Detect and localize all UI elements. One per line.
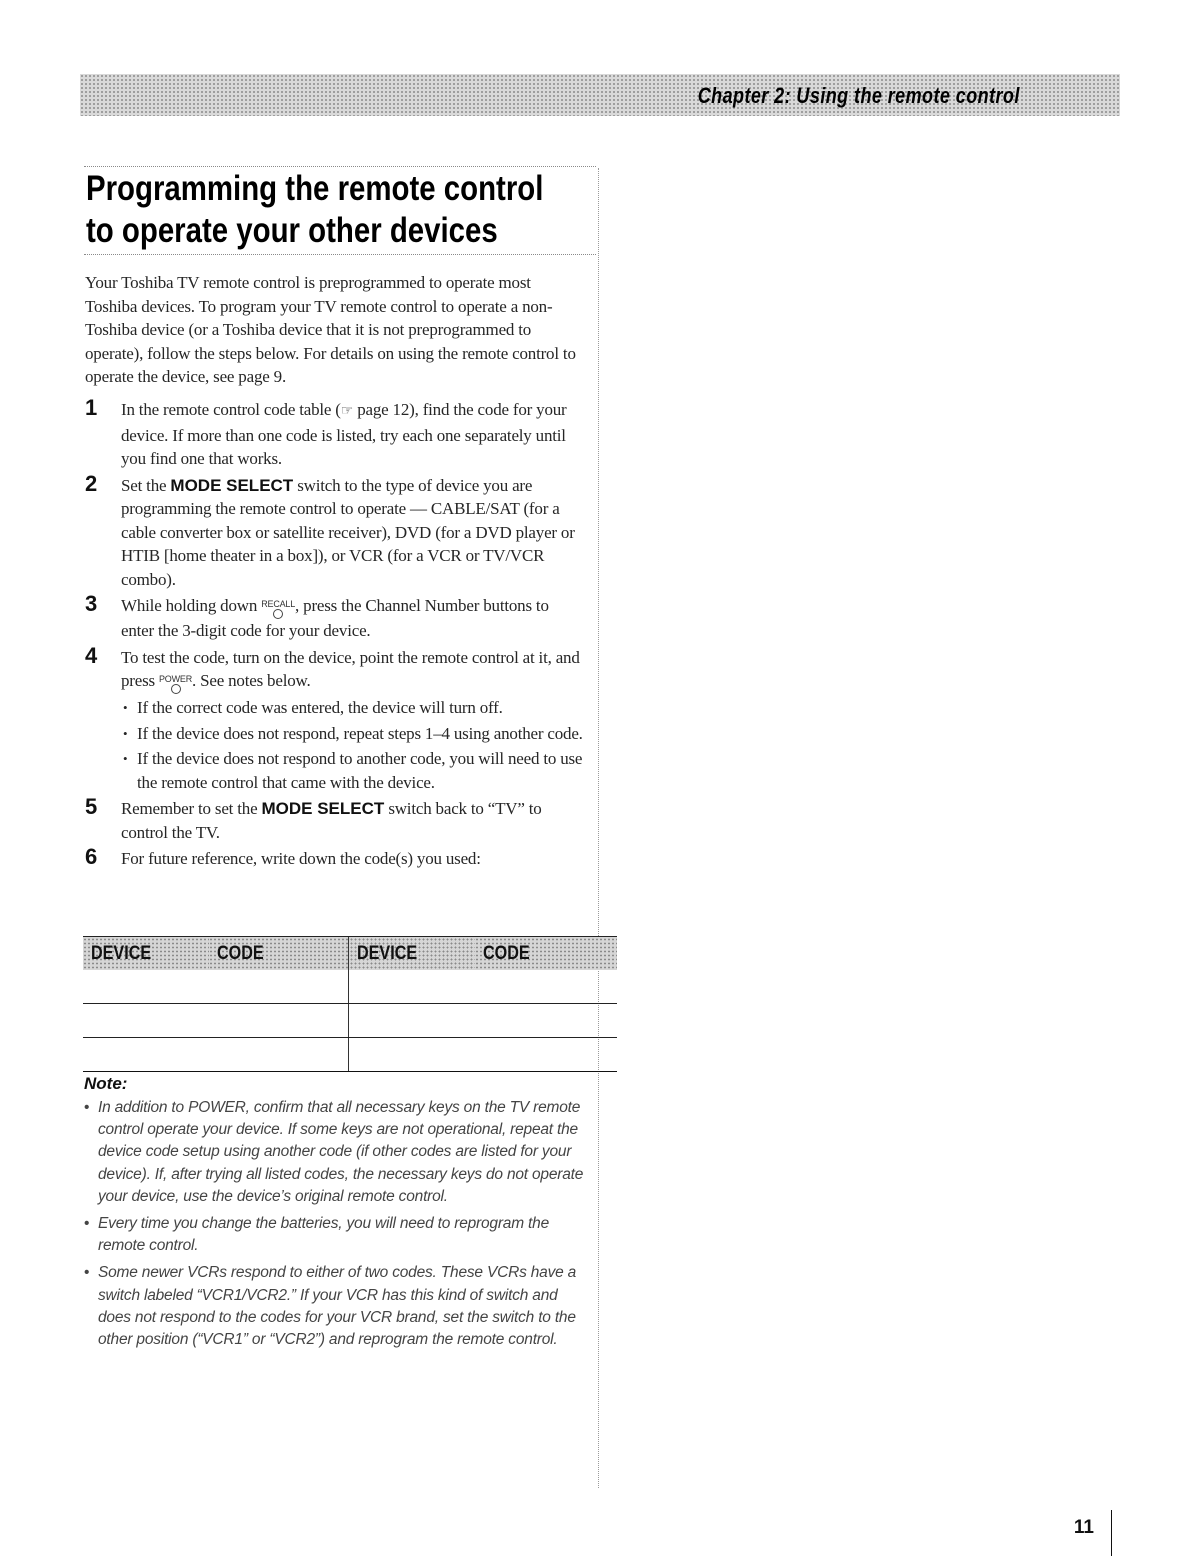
- page-title-line2: to operate your other devices: [86, 211, 498, 250]
- step-number: 3: [85, 591, 98, 616]
- step-number: 2: [85, 470, 98, 496]
- step-number: 1: [85, 395, 98, 420]
- table-row: [83, 970, 617, 1004]
- step-text: Remember to set the: [121, 799, 262, 818]
- step-text: For future reference, write down the code(s) you used:: [121, 849, 481, 868]
- code-column-header: [475, 937, 617, 971]
- mode-select-keyword: MODE SELECT: [170, 475, 294, 495]
- step-text: , press the Channel Number buttons to enter the 3-digit code for your device.: [121, 596, 549, 640]
- step-5: [85, 794, 585, 844]
- note-item: • In addition to POWER, confirm that all necessary keys on the TV remote control operate your device. If some keys are not operational, repeat the device code setup using another code (if other codes are listed for your device). If, after trying all listed codes, the necessary keys do not operate your device, use the device’s original remote control.: [84, 1097, 584, 1208]
- note-title: Note:: [84, 1074, 128, 1093]
- pointing-hand-icon: ☞: [340, 404, 354, 419]
- steps-list: [85, 395, 585, 874]
- heading-bottom-rule: [84, 254, 596, 255]
- mode-select-keyword: MODE SELECT: [261, 799, 385, 818]
- blank-entry-cell: [349, 1038, 618, 1072]
- column-divider: [598, 168, 599, 1488]
- device-column-header: [83, 937, 209, 971]
- blank-entry-cell: [349, 1004, 618, 1038]
- step-number: 5: [85, 794, 98, 819]
- blank-entry-cell: [83, 1004, 349, 1038]
- step-1: [85, 395, 585, 471]
- step-text: While holding down: [121, 596, 262, 615]
- blank-entry-cell: [349, 970, 618, 1004]
- button-circle-icon: [273, 609, 283, 619]
- table-row: [83, 1004, 617, 1038]
- step-text: Set the: [121, 475, 171, 495]
- blank-entry-cell: [83, 970, 349, 1004]
- recall-button-icon: [261, 600, 295, 619]
- notes-list: [84, 1097, 584, 1356]
- step-text: In the remote control code table (: [121, 400, 341, 419]
- header-label: CODE: [217, 942, 264, 964]
- power-button-icon: [159, 675, 192, 694]
- step-3: [85, 591, 585, 643]
- button-circle-icon: [171, 684, 181, 694]
- step-number: 4: [85, 642, 98, 668]
- step-number: 6: [85, 844, 98, 869]
- code-column-header: [209, 937, 349, 971]
- page-title: [86, 168, 544, 252]
- device-column-header: [349, 937, 476, 971]
- step-text: switch to the type of device you are programming the remote control to operate — CABLE/SAT (for a cable converter box or satellite receiver), DVD (for a DVD player or HTIB [home theater in a box]), or VCR (for a VCR or TV/VCR combo).: [121, 475, 575, 589]
- step-text: To test the code, turn on the device, point the remote control at it, and press: [121, 647, 580, 690]
- page-title-line1: Programming the remote control: [86, 169, 544, 208]
- header-label: CODE: [483, 942, 530, 964]
- step-4-bullets: [121, 696, 585, 794]
- step-text: switch back to “TV” to control the TV.: [121, 799, 542, 842]
- step-text: page 12), find the code for your device. If more than one code is listed, try each one separately until you find one that works.: [121, 400, 567, 468]
- page-number-rule: [1111, 1510, 1112, 1556]
- intro-paragraph: Your Toshiba TV remote control is preprogrammed to operate most Toshiba devices. To program your TV remote control to operate a non-Toshiba device (or a Toshiba device that it is not preprogrammed to operate), follow the steps below. For details on using the remote control to operate the device, see page 9.: [85, 273, 576, 386]
- list-item: • If the correct code was entered, the device will turn off.: [121, 696, 585, 720]
- device-code-table: [83, 936, 617, 1072]
- table-row: [83, 1038, 617, 1072]
- step-6: [85, 844, 585, 871]
- blank-entry-cell: [83, 1038, 349, 1072]
- list-item: • If the device does not respond, repeat steps 1–4 using another code.: [121, 722, 585, 746]
- step-2: [85, 470, 585, 592]
- header-label: DEVICE: [357, 942, 418, 964]
- step-4: [85, 642, 585, 795]
- step-text: . See notes below.: [192, 671, 311, 690]
- page-number: 11: [1073, 1517, 1094, 1538]
- header-label: DEVICE: [91, 942, 152, 964]
- note-item: • Some newer VCRs respond to either of two codes. These VCRs have a switch labeled “VCR1/VCR2.” If your VCR has this kind of switch and does not respond to the codes for your VCR brand, set the switch to the other position (“VCR1” or “VCR2”) and reprogram the remote control.: [84, 1262, 584, 1351]
- note-item: • Every time you change the batteries, you will need to reprogram the remote control.: [84, 1213, 584, 1257]
- power-button-label: POWER: [159, 674, 193, 684]
- chapter-title: Chapter 2: Using the remote control: [697, 83, 1020, 108]
- recall-button-label: RECALL: [261, 599, 296, 609]
- list-item: • If the device does not respond to another code, you will need to use the remote control that came with the device.: [121, 747, 585, 794]
- heading-top-rule: [84, 166, 596, 167]
